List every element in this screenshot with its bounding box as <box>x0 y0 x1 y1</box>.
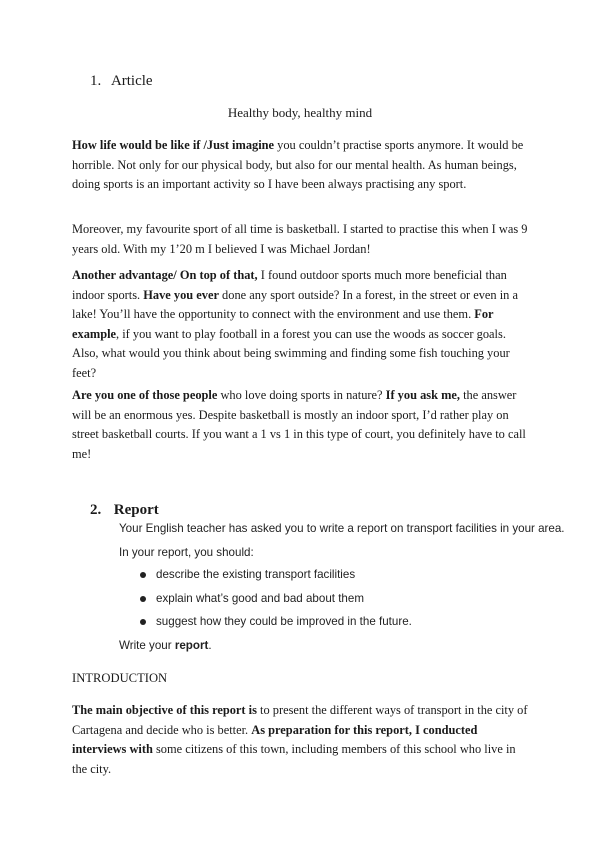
text-run: the answer will be an enormous yes. Despite basketball is mostly an indoor sport, I’d rather play on street basketball courts. If you want a 1 vs 1 in this type of court, you definitely have to call me! <box>72 388 526 461</box>
bullet-dot-icon <box>140 596 146 602</box>
text-run: , if you want to play football in a forest you can use the woods as soccer goals. Also, what would you think about being swimming and finding some fish touching your feet? <box>72 326 510 380</box>
task-should-line: In your report, you should: <box>119 546 254 559</box>
text-run: who love doing sports in nature? <box>217 388 386 402</box>
write-bold: report <box>174 639 209 652</box>
bold-phrase: Another advantage/ On top of that, <box>72 268 258 282</box>
task-bullet <box>140 592 412 616</box>
task-bullet-text: describe the existing transport facilities <box>156 568 356 581</box>
task-bullet <box>140 615 412 639</box>
text-run: some citizens of this town, including members of this school who live in the city. <box>72 742 516 776</box>
article-paragraph <box>72 136 528 195</box>
write-suffix: . <box>208 639 212 652</box>
bold-phrase: Have you ever <box>143 287 219 302</box>
write-prefix: Write your <box>119 639 175 652</box>
bullet-dot-icon <box>140 572 146 578</box>
text-run: to present the different ways of transport in the city of Cartagena and decide who is better. <box>72 703 528 737</box>
bold-phrase: As preparation for this report, I conducted interviews with <box>72 722 478 756</box>
introduction-heading: INTRODUCTION <box>72 671 168 685</box>
bold-phrase: For example <box>72 307 494 341</box>
text-run: Moreover, my favourite sport of all time is basketball. I started to practise this when I was 9 years old. With my 1’20 m I believed I was Michael Jordan! <box>72 222 528 256</box>
section-2-title: Report <box>113 502 159 518</box>
section-1-title: Article <box>110 73 153 89</box>
article-subtitle: Healthy body, healthy mind <box>227 105 373 120</box>
section-2-number: 2. <box>90 502 102 518</box>
bold-phrase: The main objective of this report is <box>72 703 257 717</box>
text-run: I found outdoor sports much more beneficial than indoor sports. <box>72 268 507 302</box>
task-bullet-text: explain what’s good and bad about them <box>156 591 364 605</box>
task-bullet <box>140 568 412 592</box>
section-1-heading <box>90 73 153 90</box>
article-paragraph <box>72 266 528 383</box>
task-instruction: Your English teacher has asked you to write a report on transport facilities in your area. <box>119 522 565 535</box>
article-paragraph <box>72 220 528 259</box>
section-2-heading <box>90 502 159 519</box>
text-run: done any sport outside? In a forest, in the street or even in a lake! You’ll have the opportunity to connect with the environment and use them. <box>72 287 518 321</box>
task-write-line <box>119 639 579 652</box>
task-bullet-list <box>140 568 412 639</box>
bold-phrase: Are you one of those people <box>72 388 218 402</box>
bold-phrase: How life would be like if /Just imagine <box>72 138 275 152</box>
article-paragraph <box>72 386 528 464</box>
bold-phrase: If you ask me, <box>385 388 460 402</box>
bullet-dot-icon <box>140 619 146 625</box>
section-1-number: 1. <box>90 73 102 89</box>
introduction-paragraph <box>72 701 528 779</box>
task-bullet-text: suggest how they could be improved in the future. <box>156 615 412 628</box>
text-run: you couldn’t practise sports anymore. It would be horrible. Not only for our physical body, but also for our mental health. As human beings, doing sports is an important activity so I have been always practising any sport. <box>72 138 524 191</box>
